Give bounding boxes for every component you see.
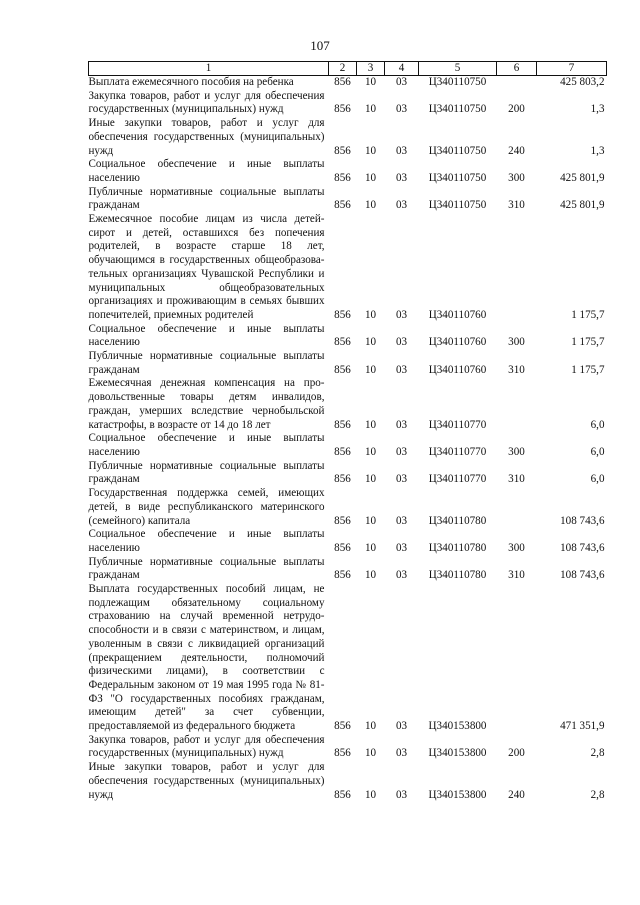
- row-expense-type: 240: [508, 144, 525, 157]
- row-name: Социальное обеспечение и иные выплаты населению: [88, 158, 325, 184]
- row-name: Выплата ежемесячного пособия на ребенка: [88, 76, 294, 88]
- row-section: 10: [364, 747, 377, 760]
- row-section: 10: [364, 199, 377, 212]
- row-name: Социальное обеспечение и иные выплаты населению: [88, 528, 325, 554]
- row-expense-type: 310: [508, 363, 525, 376]
- row-ministry-code: 856: [334, 171, 351, 184]
- row-target-article: Ц340110760: [428, 363, 487, 376]
- row-target-article: Ц340110770: [428, 445, 487, 458]
- row-amount: 6,0: [590, 473, 605, 486]
- row-target-article: Ц340110760: [428, 308, 487, 321]
- header-col-1: 1: [89, 62, 329, 76]
- row-target-article: Ц340153800: [428, 747, 487, 760]
- table-row: [89, 432, 607, 459]
- budget-table: [88, 61, 607, 802]
- row-ministry-code: 856: [334, 76, 351, 88]
- row-subsection: 03: [395, 308, 408, 321]
- row-expense-type: 300: [508, 541, 525, 554]
- row-target-article: Ц340110780: [428, 541, 487, 554]
- row-section: 10: [364, 720, 377, 733]
- row-expense-type: 310: [508, 473, 525, 486]
- row-subsection: 03: [395, 199, 408, 212]
- table-body: [89, 76, 607, 803]
- header-col-2: 2: [329, 62, 357, 76]
- table-row: [89, 323, 607, 350]
- row-name: Иные закупки товаров, работ и услуг для обеспечения государственных (муниципальных) нужд: [88, 761, 325, 801]
- row-amount: 1 175,7: [571, 363, 605, 376]
- row-ministry-code: 856: [334, 199, 351, 212]
- row-expense-type: [497, 583, 537, 734]
- row-target-article: Ц340153800: [428, 720, 487, 733]
- table-row: [89, 761, 607, 802]
- row-amount: 471 351,9: [560, 720, 605, 733]
- row-section: 10: [364, 541, 377, 554]
- row-ministry-code: 856: [334, 747, 351, 760]
- row-subsection: 03: [395, 336, 408, 349]
- row-target-article: Ц340110780: [428, 514, 487, 527]
- row-expense-type: [497, 213, 537, 323]
- row-expense-type: 240: [508, 788, 525, 801]
- header-col-4: 4: [385, 62, 419, 76]
- row-amount: 108 743,6: [560, 541, 605, 554]
- row-name: Выплата государственных пособий лицам, не подлежащим обязательному социальному страхованию на случай временной нетрудоспособности и в связи с материнством, и лицам, уволенным в связи с ликвидацией организаций (прекращением деятельности, полномочий физическими лицами), в соответствии с Федеральным законом от 19 мая 1995 года № 81-ФЗ "О государственных пособиях гражданам, имеющим детей" за счет субвенции, предоставляемой из федерального бюджета: [88, 583, 325, 733]
- row-target-article: Ц340110760: [428, 336, 487, 349]
- row-ministry-code: 856: [334, 445, 351, 458]
- row-subsection: 03: [395, 171, 408, 184]
- row-ministry-code: 856: [334, 541, 351, 554]
- row-section: 10: [364, 788, 377, 801]
- row-amount: 425 801,9: [560, 199, 605, 212]
- table-row: [89, 350, 607, 377]
- row-expense-type: 300: [508, 336, 525, 349]
- row-target-article: Ц340110770: [428, 473, 487, 486]
- row-subsection: 03: [395, 144, 408, 157]
- row-name: Государственная поддержка семей, имеющих детей, в виде республиканского материнского (семейного) капитала: [88, 487, 325, 527]
- header-row: [89, 62, 607, 76]
- row-ministry-code: 856: [334, 514, 351, 527]
- table-row: [89, 583, 607, 734]
- header-col-7: 7: [537, 62, 607, 76]
- row-target-article: Ц340110750: [428, 76, 487, 88]
- page-number: 107: [310, 38, 330, 53]
- row-expense-type: [497, 487, 537, 528]
- row-section: 10: [364, 336, 377, 349]
- table-row: [89, 460, 607, 487]
- row-target-article: Ц340110750: [428, 144, 487, 157]
- row-section: 10: [364, 171, 377, 184]
- row-section: 10: [364, 144, 377, 157]
- row-expense-type: 310: [508, 569, 525, 582]
- row-expense-type: 300: [508, 171, 525, 184]
- row-target-article: Ц340110750: [428, 199, 487, 212]
- row-name: Закупка товаров, работ и услуг для обеспечения государственных (муниципальных) нужд: [88, 733, 325, 760]
- row-subsection: 03: [395, 514, 408, 527]
- row-ministry-code: 856: [334, 418, 351, 431]
- row-name: Ежемесячная денежная компенсация на продовольственные товары детям инвалидов, граждан, умерших вследствие чернобыльской катастрофы, в возрасте от 14 до 18 лет: [88, 377, 325, 431]
- row-section: 10: [364, 418, 377, 431]
- table-header: [89, 62, 607, 76]
- row-subsection: 03: [395, 720, 408, 733]
- row-subsection: 03: [395, 473, 408, 486]
- row-section: 10: [364, 308, 377, 321]
- row-amount: 6,0: [590, 418, 605, 431]
- row-amount: 1 175,7: [571, 336, 605, 349]
- header-col-3: 3: [357, 62, 385, 76]
- row-name: Публичные нормативные социальные выплаты гражданам: [88, 555, 325, 582]
- row-target-article: Ц340110750: [428, 103, 487, 116]
- row-section: 10: [364, 473, 377, 486]
- row-subsection: 03: [395, 788, 408, 801]
- row-amount: 425 803,2: [560, 76, 605, 88]
- row-expense-type: 200: [508, 103, 525, 116]
- row-subsection: 03: [395, 541, 408, 554]
- table-row: [89, 213, 607, 323]
- row-amount: 108 743,6: [560, 569, 605, 582]
- row-ministry-code: 856: [334, 569, 351, 582]
- row-name: Публичные нормативные социальные выплаты гражданам: [88, 350, 325, 376]
- table-row: [89, 487, 607, 528]
- row-amount: 1,3: [590, 144, 605, 157]
- row-ministry-code: 856: [334, 720, 351, 733]
- row-section: 10: [364, 514, 377, 527]
- row-amount: 108 743,6: [560, 514, 605, 527]
- row-amount: 2,8: [590, 747, 605, 760]
- table-row: [89, 377, 607, 432]
- row-section: 10: [364, 363, 377, 376]
- table-row: [89, 90, 607, 117]
- row-ministry-code: 856: [334, 336, 351, 349]
- row-section: 10: [364, 445, 377, 458]
- row-name: Публичные нормативные социальные выплаты гражданам: [88, 185, 325, 212]
- table-row: [89, 158, 607, 185]
- table-row: [89, 734, 607, 761]
- header-col-5: 5: [419, 62, 497, 76]
- row-name: Публичные нормативные социальные выплаты гражданам: [88, 459, 325, 486]
- row-amount: 1 175,7: [571, 308, 605, 321]
- row-section: 10: [364, 76, 377, 88]
- row-amount: 2,8: [590, 788, 605, 801]
- header-col-6: 6: [497, 62, 537, 76]
- row-name: Закупка товаров, работ и услуг для обеспечения государственных (муниципальных) нужд: [88, 89, 325, 116]
- row-subsection: 03: [395, 747, 408, 760]
- row-name: Социальное обеспечение и иные выплаты населению: [88, 322, 325, 349]
- row-ministry-code: 856: [334, 103, 351, 116]
- row-ministry-code: 856: [334, 363, 351, 376]
- row-target-article: Ц340110750: [428, 171, 487, 184]
- row-target-article: Ц340153800: [428, 788, 487, 801]
- row-ministry-code: 856: [334, 788, 351, 801]
- row-expense-type: 310: [508, 199, 525, 212]
- row-expense-type: 300: [508, 445, 525, 458]
- row-target-article: Ц340110770: [428, 418, 487, 431]
- table-row: [89, 76, 607, 90]
- row-amount: 6,0: [590, 445, 605, 458]
- row-expense-type: 200: [508, 747, 525, 760]
- row-ministry-code: 856: [334, 144, 351, 157]
- row-subsection: 03: [395, 418, 408, 431]
- row-expense-type: [497, 377, 537, 432]
- row-subsection: 03: [395, 445, 408, 458]
- table-row: [89, 556, 607, 583]
- row-subsection: 03: [395, 76, 408, 88]
- row-ministry-code: 856: [334, 308, 351, 321]
- row-subsection: 03: [395, 103, 408, 116]
- table-row: [89, 186, 607, 213]
- row-subsection: 03: [395, 569, 408, 582]
- row-expense-type: [497, 76, 537, 90]
- table-row: [89, 528, 607, 555]
- row-amount: 425 801,9: [560, 171, 605, 184]
- table-row: [89, 117, 607, 158]
- row-name: Социальное обеспечение и иные выплаты населению: [88, 432, 325, 458]
- row-amount: 1,3: [590, 103, 605, 116]
- row-name: Иные закупки товаров, работ и услуг для обеспечения государственных (муниципальных) нужд: [88, 117, 325, 157]
- row-section: 10: [364, 569, 377, 582]
- row-target-article: Ц340110780: [428, 569, 487, 582]
- row-ministry-code: 856: [334, 473, 351, 486]
- row-subsection: 03: [395, 363, 408, 376]
- row-name: Ежемесячное пособие лицам из числа детей-сирот и детей, оставшихся без попечения родителей, в возрасте старше 18 лет, обучающимся в государственных общеобразовательных организациях Чувашской Республики и муниципальных общеобразовательных организациях и проживающим в семьях бывших попечителей, приемных родителей: [88, 213, 325, 321]
- row-section: 10: [364, 103, 377, 116]
